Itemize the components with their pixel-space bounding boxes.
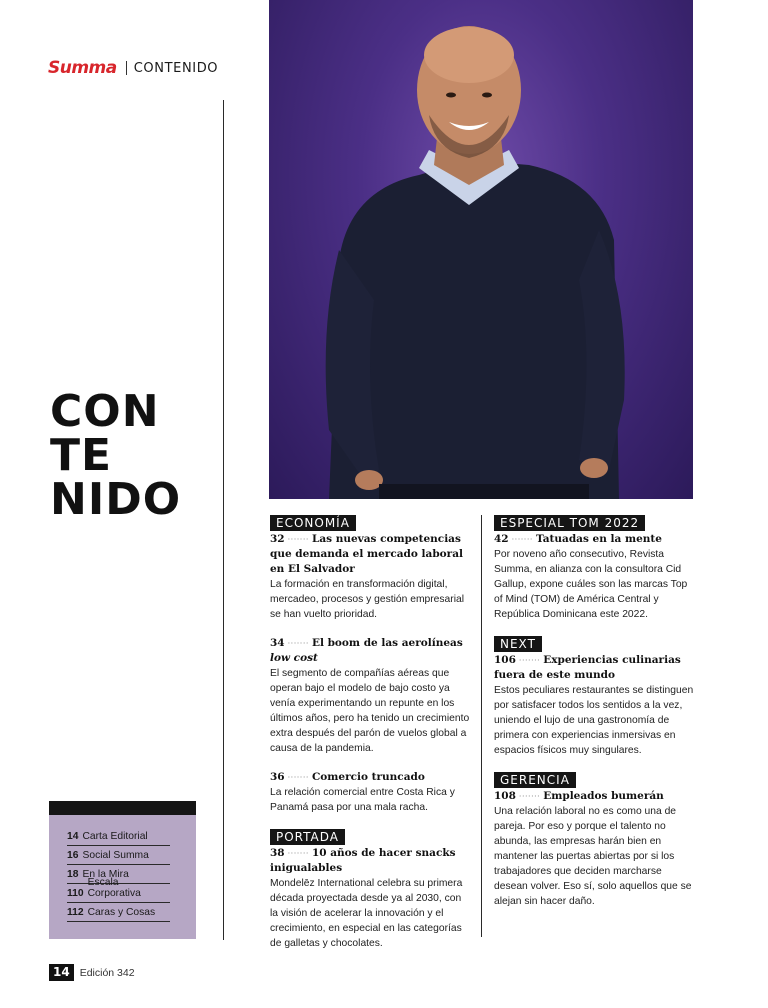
article-title: El boom de las aerolíneas: [311, 637, 463, 649]
leader-dots: ·······: [511, 535, 533, 544]
leader-dots: ·······: [287, 773, 309, 782]
article-title: 10 años de hacer snacks inigualables: [270, 847, 456, 874]
article-page: 42: [494, 533, 509, 545]
sidebar-item[interactable]: [67, 877, 170, 903]
big-title-line-1: CON: [50, 386, 160, 437]
article-summary: Por noveno año consecutivo, Revista Summa, en alianza con la consultora Cid Gallup, expone cuáles son las marcas Top of Mind (TOM) de América Central y República Dominicana este 2022.: [494, 549, 688, 620]
cover-photo: [269, 0, 693, 499]
big-title-line-3: NIDO: [50, 474, 182, 525]
section-gerencia: [494, 772, 694, 909]
sidebar-item-label: Caras y Cosas: [87, 907, 156, 918]
leader-dots: ·······: [518, 656, 541, 665]
leader-dots: ·······: [518, 792, 541, 801]
article-page: 34: [270, 637, 285, 649]
article-summary: Una relación laboral no es como una de pareja. Por eso y porque el talento no abunda, las empresas harán bien en mantener las puertas abiertas por si los trabajadores que deciden marcharse desean volver. Eso sí, solo aquellos que se alejan sin hacer daño.: [494, 806, 692, 907]
article-entry[interactable]: [270, 846, 470, 951]
article-entry[interactable]: [270, 636, 470, 756]
sidebar-item[interactable]: [67, 827, 170, 846]
magazine-header: [48, 58, 218, 78]
page-number: 14: [49, 964, 74, 981]
sidebar-header-bar: [49, 801, 196, 815]
article-summary: Mondelēz International celebra su primera década proyectada desde ya al 2030, con la visión de acelerar la innovación y el crecimiento, en especial en las categorías de galletas y chocolates.: [270, 878, 463, 949]
contents-column-right: [494, 515, 694, 923]
article-page: 106: [494, 654, 516, 666]
section-portada: [270, 829, 470, 951]
article-title: Experiencias culinarias fuera de este mundo: [494, 654, 681, 681]
article-summary: El segmento de compañías aéreas que operan bajo el modelo de bajo costo ya venía experimentando un repunte en los últimos años, pero ha tenido un crecimiento extra después del parón de vuelos global a causa de la pandemia.: [270, 668, 470, 754]
sidebar-item-label: Social Summa: [82, 850, 149, 861]
sidebar-item-page: 110: [67, 888, 84, 899]
sidebar-item[interactable]: [67, 846, 170, 865]
article-title: Comercio truncado: [311, 771, 425, 783]
article-summary: La formación en transformación digital, mercadeo, procesos y gestión empresarial se han vuelto prioridad.: [270, 579, 465, 620]
sidebar-list: [49, 815, 196, 922]
section-especial-tom: [494, 515, 694, 622]
left-divider: [223, 100, 224, 940]
sidebar-item-page: 16: [67, 850, 79, 861]
article-summary: La relación comercial entre Costa Rica y Panamá pasa por una mala racha.: [270, 787, 455, 813]
brand-logo: Summa: [48, 58, 117, 78]
article-entry[interactable]: [494, 789, 694, 909]
article-page: 36: [270, 771, 285, 783]
leader-dots: ·······: [287, 639, 309, 648]
article-page: 38: [270, 847, 285, 859]
contents-big-title: [50, 386, 182, 525]
sidebar-item[interactable]: [67, 903, 170, 922]
section-tag: NEXT: [494, 636, 542, 652]
section-tag: ESPECIAL TOM 2022: [494, 515, 645, 531]
article-entry[interactable]: [270, 770, 470, 815]
column-divider: [481, 515, 482, 937]
article-entry[interactable]: [270, 532, 470, 622]
section-next: [494, 636, 694, 758]
page-footer: [49, 964, 135, 981]
article-page: 108: [494, 790, 516, 802]
leader-dots: ·······: [287, 535, 309, 544]
sidebar-item-label: En la Mira: [82, 869, 129, 880]
regular-sections-box: [49, 801, 196, 939]
section-economia: [270, 515, 470, 815]
section-tag: GERENCIA: [494, 772, 576, 788]
article-summary: Estos peculiares restaurantes se distinguen por satisfacer todos los sentidos a la vez, uniendo el lujo de una gastronomía de primera con experiencias inmersivas en espacios físicos muy singulares.: [494, 685, 694, 756]
edition-label: Edición 342: [79, 966, 135, 979]
article-title: Empleados bumerán: [543, 790, 664, 802]
article-entry[interactable]: [494, 532, 694, 622]
header-divider: [126, 61, 127, 75]
article-entry[interactable]: [494, 653, 694, 758]
sidebar-item-label: Escala Corporativa: [87, 877, 141, 899]
sidebar-item-page: 18: [67, 869, 79, 880]
contents-column-left: [270, 515, 470, 965]
article-title: Las nuevas competencias que demanda el mercado laboral en El Salvador: [270, 533, 463, 575]
sidebar-item-page: 112: [67, 907, 84, 918]
portrait-illustration: [269, 0, 693, 499]
section-tag: ECONOMÍA: [270, 515, 356, 531]
article-title-italic: low cost: [270, 652, 318, 664]
sidebar-item-label: Carta Editorial: [82, 831, 148, 842]
big-title-line-2: TE: [50, 430, 113, 481]
leader-dots: ·······: [287, 849, 309, 858]
article-title: Tatuadas en la mente: [535, 533, 662, 545]
article-page: 32: [270, 533, 285, 545]
sidebar-item-page: 14: [67, 831, 79, 842]
section-tag: PORTADA: [270, 829, 345, 845]
header-section-label: CONTENIDO: [133, 60, 219, 76]
